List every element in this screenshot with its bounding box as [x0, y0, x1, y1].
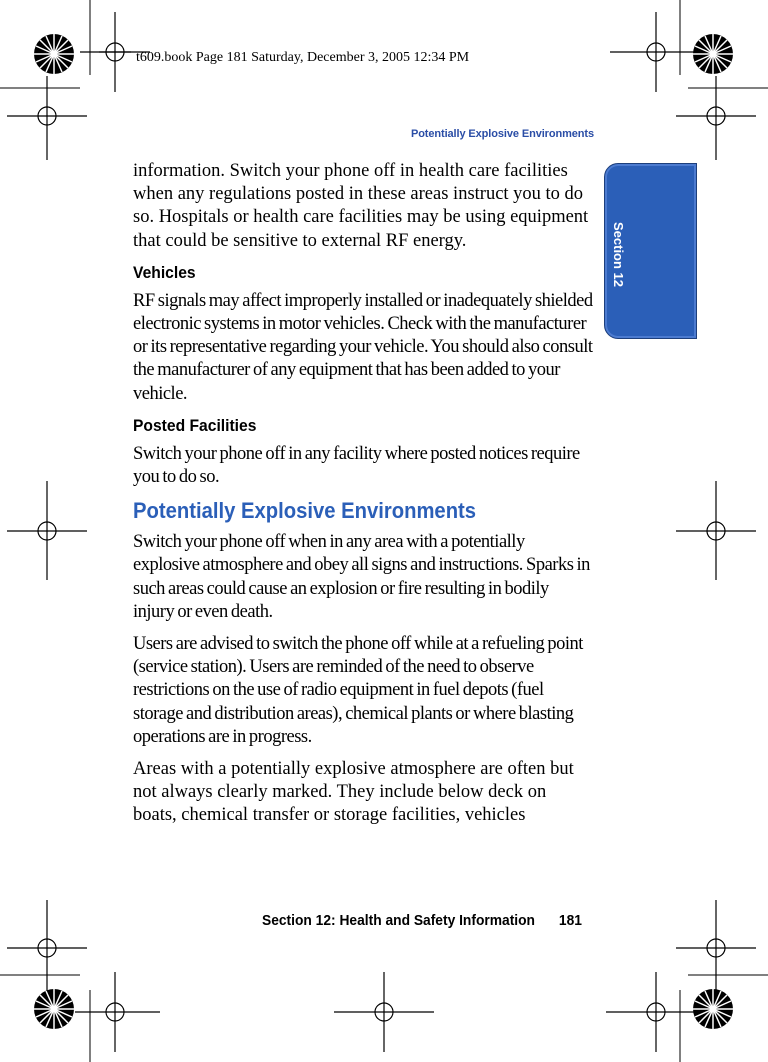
- paragraph: RF signals may affect improperly installed or inadequately shielded electronic systems in motor vehicles. Check with the manufacturer or its representative regarding your vehicle. You should also consult the manufacturer of any equipment that has been added to your vehicle.: [133, 290, 593, 404]
- registration-mark-icon: [75, 972, 160, 1052]
- page-footer: [262, 912, 582, 929]
- registration-mark-icon: [676, 900, 756, 995]
- registration-mark-icon: [676, 76, 756, 160]
- registration-mark-icon: [7, 481, 87, 580]
- paragraph: Switch your phone off in any facility where posted notices require you to do so.: [133, 443, 580, 488]
- registration-mark-icon: [334, 972, 434, 1052]
- heading-explosive-environments: Potentially Explosive Environments: [133, 498, 477, 524]
- registration-mark-icon: [7, 900, 87, 995]
- paragraph: Users are advised to switch the phone off while at a refueling point (service station). Users are reminded of the need to observe restrictions on the use of radio equipment in fuel depots (fuel storage and distribution areas), chemical plants or where blasting operations are in progress.: [133, 634, 583, 747]
- registration-mark-icon: [610, 12, 700, 92]
- registration-mark-icon: [676, 481, 756, 580]
- running-header: Potentially Explosive Environments: [410, 128, 594, 140]
- book-header: t609.book Page 181 Saturday, December 3, 2005 12:34 PM: [136, 50, 470, 65]
- paragraph: Switch your phone off when in any area with a potentially explosive atmosphere and obey all signs and instructions. Sparks in such areas could cause an explosion or fire resulting in bodily injury or even death.: [133, 532, 590, 622]
- registration-mark-icon: [606, 972, 700, 1052]
- section-tab-label: [604, 204, 634, 304]
- page-number: 181: [558, 912, 582, 929]
- heading-posted-facilities: Posted Facilities: [133, 415, 257, 435]
- body-content: [133, 160, 593, 837]
- starburst-target-icon: [693, 34, 733, 74]
- registration-mark-icon: [7, 76, 87, 160]
- starburst-target-icon: [34, 989, 74, 1029]
- heading-vehicles: Vehicles: [133, 262, 196, 282]
- starburst-target-icon: [693, 989, 733, 1029]
- section-tab-text: Section 12: [611, 221, 627, 287]
- starburst-target-icon: [34, 34, 74, 74]
- paragraph: information. Switch your phone off in health care facilities when any regulations posted in these areas instruct you to do so. Hospitals or health care facilities may be using equipment that could be sensitive to external RF energy.: [133, 161, 589, 251]
- paragraph: Areas with a potentially explosive atmosphere are often but not always clearly marked. They include below deck on boats, chemical transfer or storage facilities, vehicles: [133, 759, 574, 826]
- footer-section-title: Section 12: Health and Safety Information: [262, 912, 535, 929]
